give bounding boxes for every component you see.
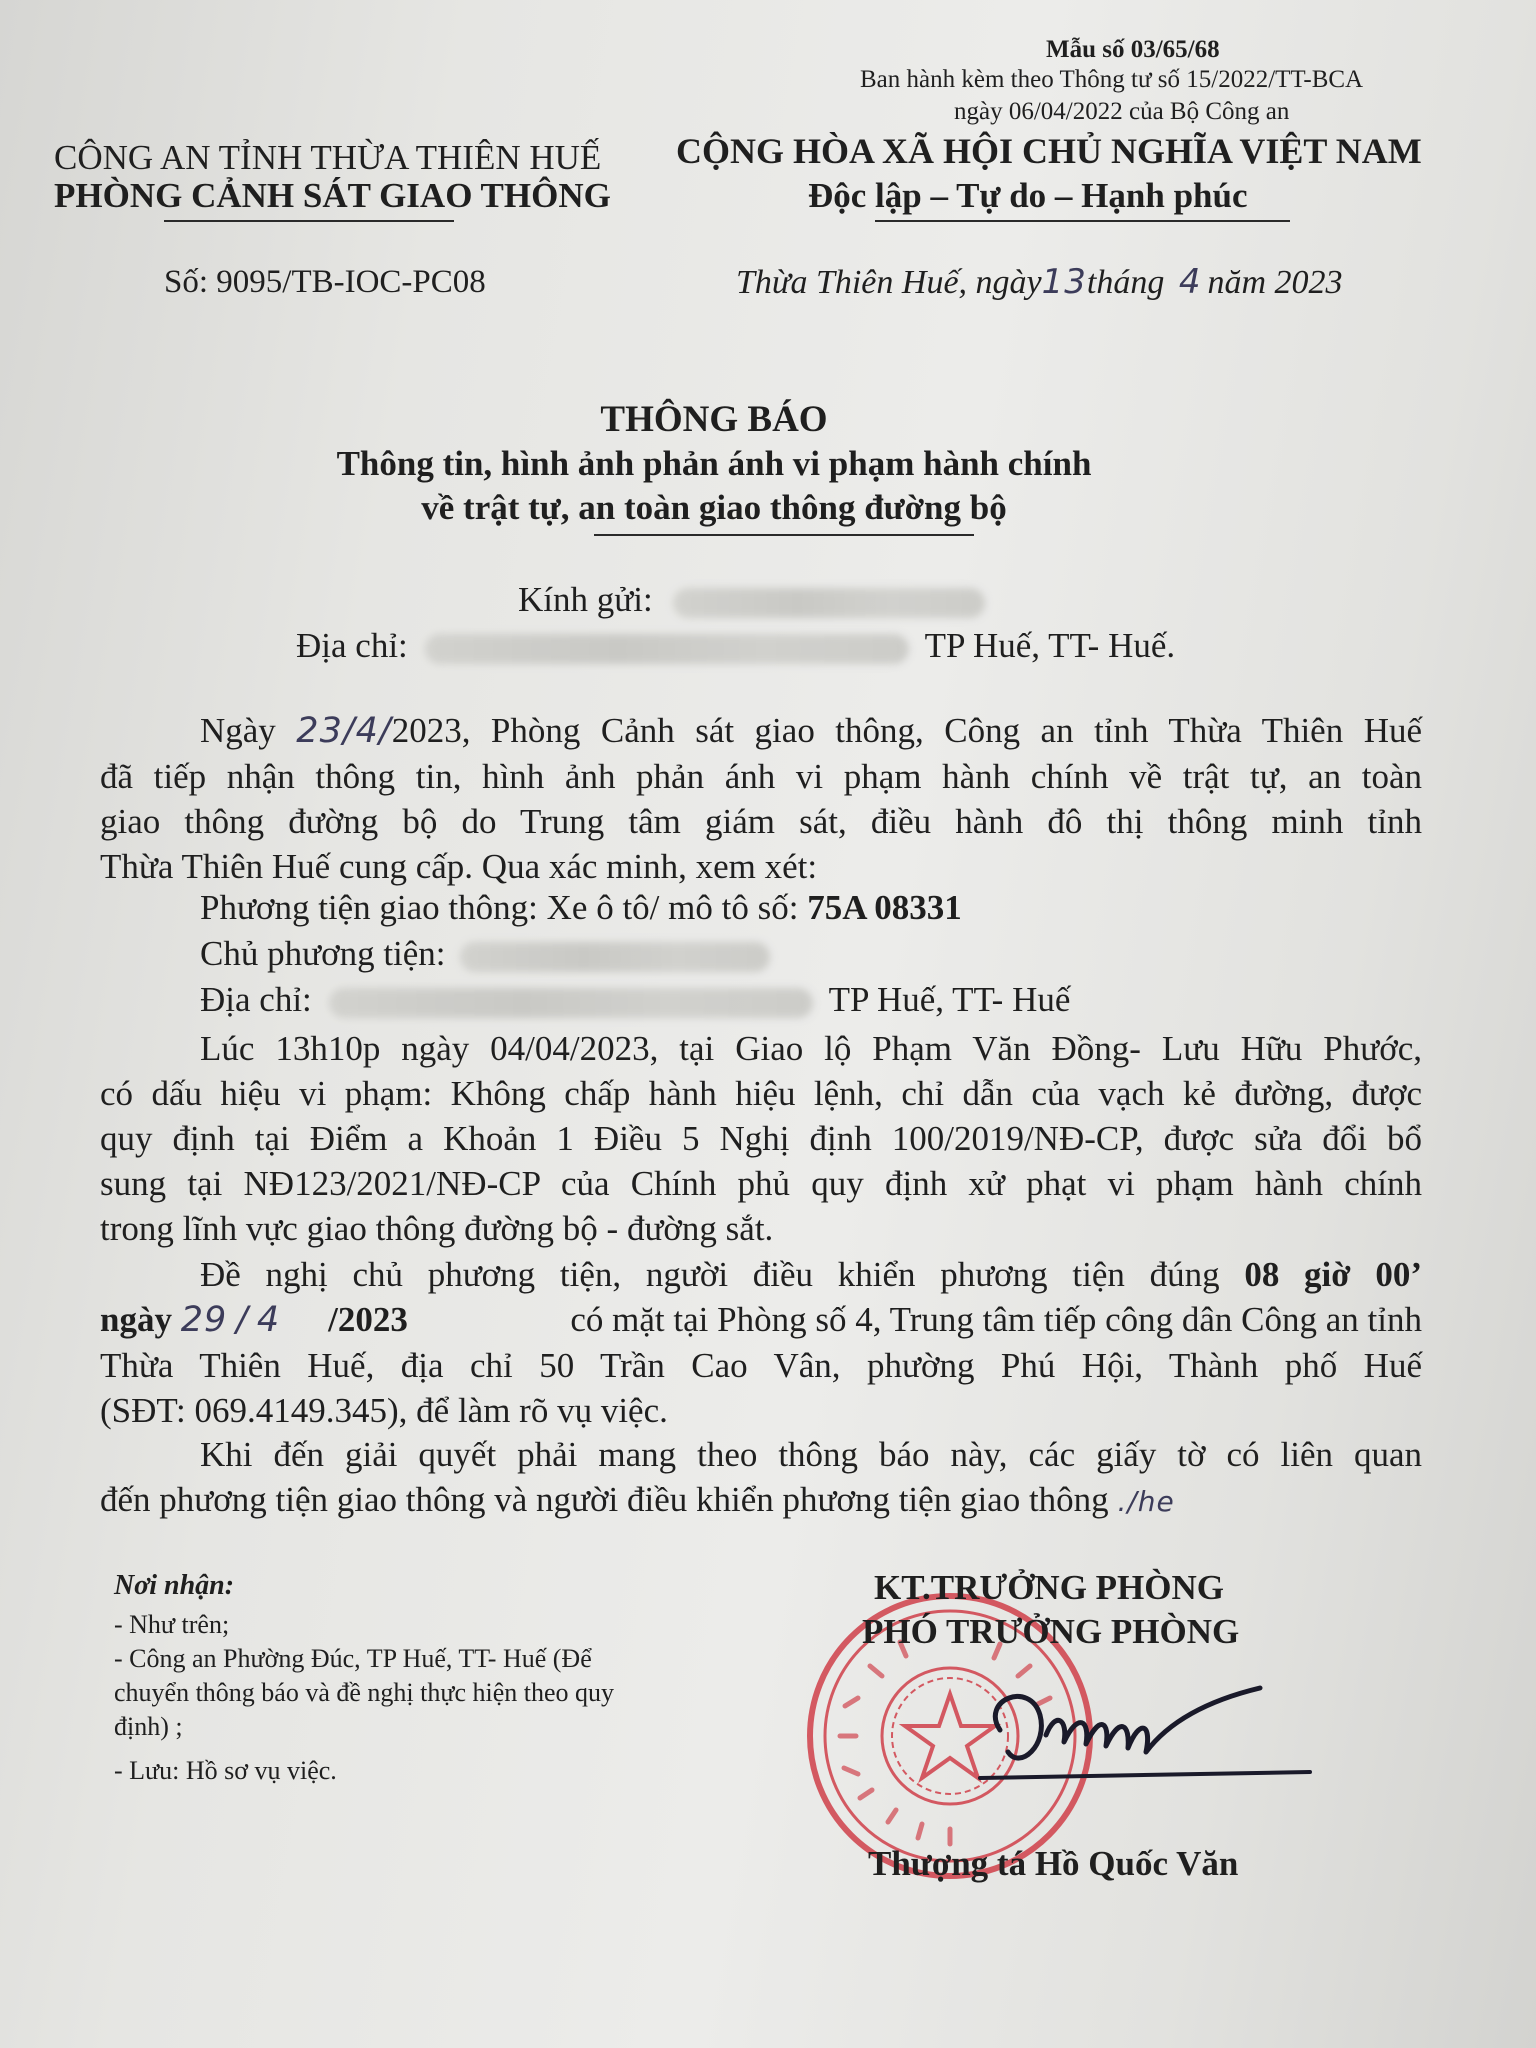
form-issued-date: ngày 06/04/2022 của Bộ Công an <box>954 98 1290 125</box>
vehicle-line <box>200 888 962 928</box>
paragraph-1 <box>100 708 1422 889</box>
form-number: Mẫu số 03/65/68 <box>1046 36 1220 63</box>
title-underline <box>594 534 974 536</box>
p2-line-1: Lúc 13h10p ngày 04/04/2023, tại Giao lộ Phạm Văn Đồng- Lưu Hữu Phước, <box>200 1029 1422 1068</box>
p2-line-2: có dấu hiệu vi phạm: Không chấp hành hiệu lệnh, chỉ dẫn của vạch kẻ đường, được <box>100 1074 1422 1113</box>
p1-line-1-rest: 2023, Phòng Cảnh sát giao thông, Công an tỉnh Thừa Thiên Huế <box>391 711 1423 750</box>
recipients-item-2-line-2: chuyển thông báo và đề nghị thực hiện theo quy <box>114 1678 615 1707</box>
recipients-heading: Nơi nhận: <box>114 1570 235 1601</box>
recipients-item-2-line-3: định) ; <box>114 1712 183 1741</box>
p4-line-1: Khi đến giải quyết phải mang theo thông báo này, các giấy tờ có liên quan <box>200 1435 1422 1474</box>
appointment-date-label: ngày <box>100 1300 172 1339</box>
agency-underline <box>164 220 454 222</box>
vehicle-label: Phương tiện giao thông: Xe ô tô/ mô tô số: <box>200 888 799 927</box>
handwritten-day: 13 <box>1041 262 1087 302</box>
p3-line-1 <box>100 1252 1422 1297</box>
title-line-1: Thông tin, hình ảnh phản ánh vi phạm hành chính <box>336 444 1092 483</box>
p2-line-4: sung tại NĐ123/2021/NĐ-CP của Chính phủ quy định xử phạt vi phạm hành chính <box>100 1164 1422 1203</box>
recipients-item-3: - Lưu: Hồ sơ vụ việc. <box>114 1756 337 1785</box>
p1-line-1 <box>100 708 1422 754</box>
p2-line-3: quy định tại Điểm a Khoản 1 Điều 5 Nghị định 100/2019/NĐ-CP, được sửa đổi bổ <box>100 1119 1422 1158</box>
handwritten-slash: / <box>236 1300 249 1340</box>
address-suffix: TP Huế, TT- Huế. <box>924 626 1176 665</box>
paragraph-2 <box>100 1026 1422 1251</box>
p3-line-2 <box>100 1297 1422 1343</box>
appointment-date <box>100 1297 408 1343</box>
redacted-owner-name <box>460 942 770 972</box>
place-date <box>736 262 1343 302</box>
signature-title-2: PHÓ TRƯỞNG PHÒNG <box>862 1612 1240 1651</box>
appointment-time: 08 giờ 00’ <box>1244 1255 1422 1294</box>
notice-heading: THÔNG BÁO <box>600 399 828 440</box>
place-prefix: Thừa Thiên Huế, ngày <box>736 264 1042 301</box>
owner-address-line <box>200 980 1070 1020</box>
address-label: Địa chỉ: <box>296 626 408 665</box>
agency-parent: CÔNG AN TỈNH THỪA THIÊN HUẾ <box>54 138 602 177</box>
handwritten-month: 4 <box>1178 262 1202 302</box>
title-line-2: về trật tự, an toàn giao thông đường bộ <box>421 488 1007 527</box>
handwritten-end-mark: ./he <box>1117 1485 1175 1518</box>
paragraph-4 <box>100 1432 1422 1524</box>
document-number: Số: 9095/TB-IOC-PC08 <box>164 264 486 300</box>
agency-unit: PHÒNG CẢNH SÁT GIAO THÔNG <box>54 176 611 215</box>
handwritten-appointment-day: 29 <box>180 1300 228 1340</box>
vehicle-plate: 75A 08331 <box>807 888 962 927</box>
p1-line-3: giao thông đường bộ do Trung tâm giám sát, điều hành đô thị thông minh tỉnh <box>100 802 1422 841</box>
p2-line-5: trong lĩnh vực giao thông đường bộ - đường sắt. <box>100 1209 774 1248</box>
handwritten-appointment-month: 4 <box>256 1300 281 1340</box>
form-issued-with: Ban hành kèm theo Thông tư số 15/2022/TT-BCA <box>860 66 1364 93</box>
redacted-owner-address <box>329 988 813 1018</box>
p3-line-2-rest: có mặt tại Phòng số 4, Trung tâm tiếp công dân Công an tỉnh <box>570 1300 1422 1339</box>
motto-underline <box>875 220 1290 222</box>
signer-name: Thượng tá Hồ Quốc Văn <box>868 1844 1239 1883</box>
paragraph-3 <box>100 1252 1422 1433</box>
p1-line-2: đã tiếp nhận thông tin, hình ảnh phản ánh vi phạm hành chính về trật tự, an toàn <box>100 757 1422 796</box>
year-text: năm 2023 <box>1207 264 1343 301</box>
p4-line-2 <box>100 1477 1422 1524</box>
p3-line-4: (SĐT: 069.4149.345), để làm rõ vụ việc. <box>100 1391 668 1430</box>
owner-address-suffix: TP Huế, TT- Huế <box>828 980 1071 1019</box>
p4-line-2-text: đến phương tiện giao thông và người điều khiển phương tiện giao thông <box>100 1480 1109 1519</box>
p3-line-1-text: Đề nghị chủ phương tiện, người điều khiển phương tiện đúng <box>200 1255 1220 1294</box>
redacted-recipient-name <box>673 588 985 618</box>
p1-prefix: Ngày <box>200 711 276 750</box>
handwritten-received-date: 23/4/ <box>296 711 392 751</box>
nation-motto: Độc lập – Tự do – Hạnh phúc <box>808 176 1248 215</box>
recipient-label: Kính gửi: <box>518 580 653 619</box>
appointment-year: /2023 <box>328 1300 408 1339</box>
recipients-item-2-line-1: - Công an Phường Đúc, TP Huế, TT- Huế (Để <box>114 1644 592 1673</box>
recipient-address-line <box>296 626 1175 666</box>
nation-name: CỘNG HÒA XÃ HỘI CHỦ NGHĨA VIỆT NAM <box>676 131 1422 171</box>
recipients-item-1: - Như trên; <box>114 1610 230 1639</box>
month-prefix: tháng <box>1086 264 1165 301</box>
owner-address-label: Địa chỉ: <box>200 980 312 1019</box>
handwritten-signature <box>960 1660 1320 1800</box>
redacted-recipient-address <box>425 634 909 664</box>
p1-line-4: Thừa Thiên Huế cung cấp. Qua xác minh, xem xét: <box>100 847 818 886</box>
recipient-line <box>518 580 985 620</box>
owner-line <box>200 934 770 974</box>
signature-title-1: KT.TRƯỞNG PHÒNG <box>874 1568 1224 1607</box>
p3-line-3: Thừa Thiên Huế, địa chỉ 50 Trần Cao Vân, phường Phú Hội, Thành phố Huế <box>100 1346 1422 1385</box>
owner-label: Chủ phương tiện: <box>200 934 446 973</box>
